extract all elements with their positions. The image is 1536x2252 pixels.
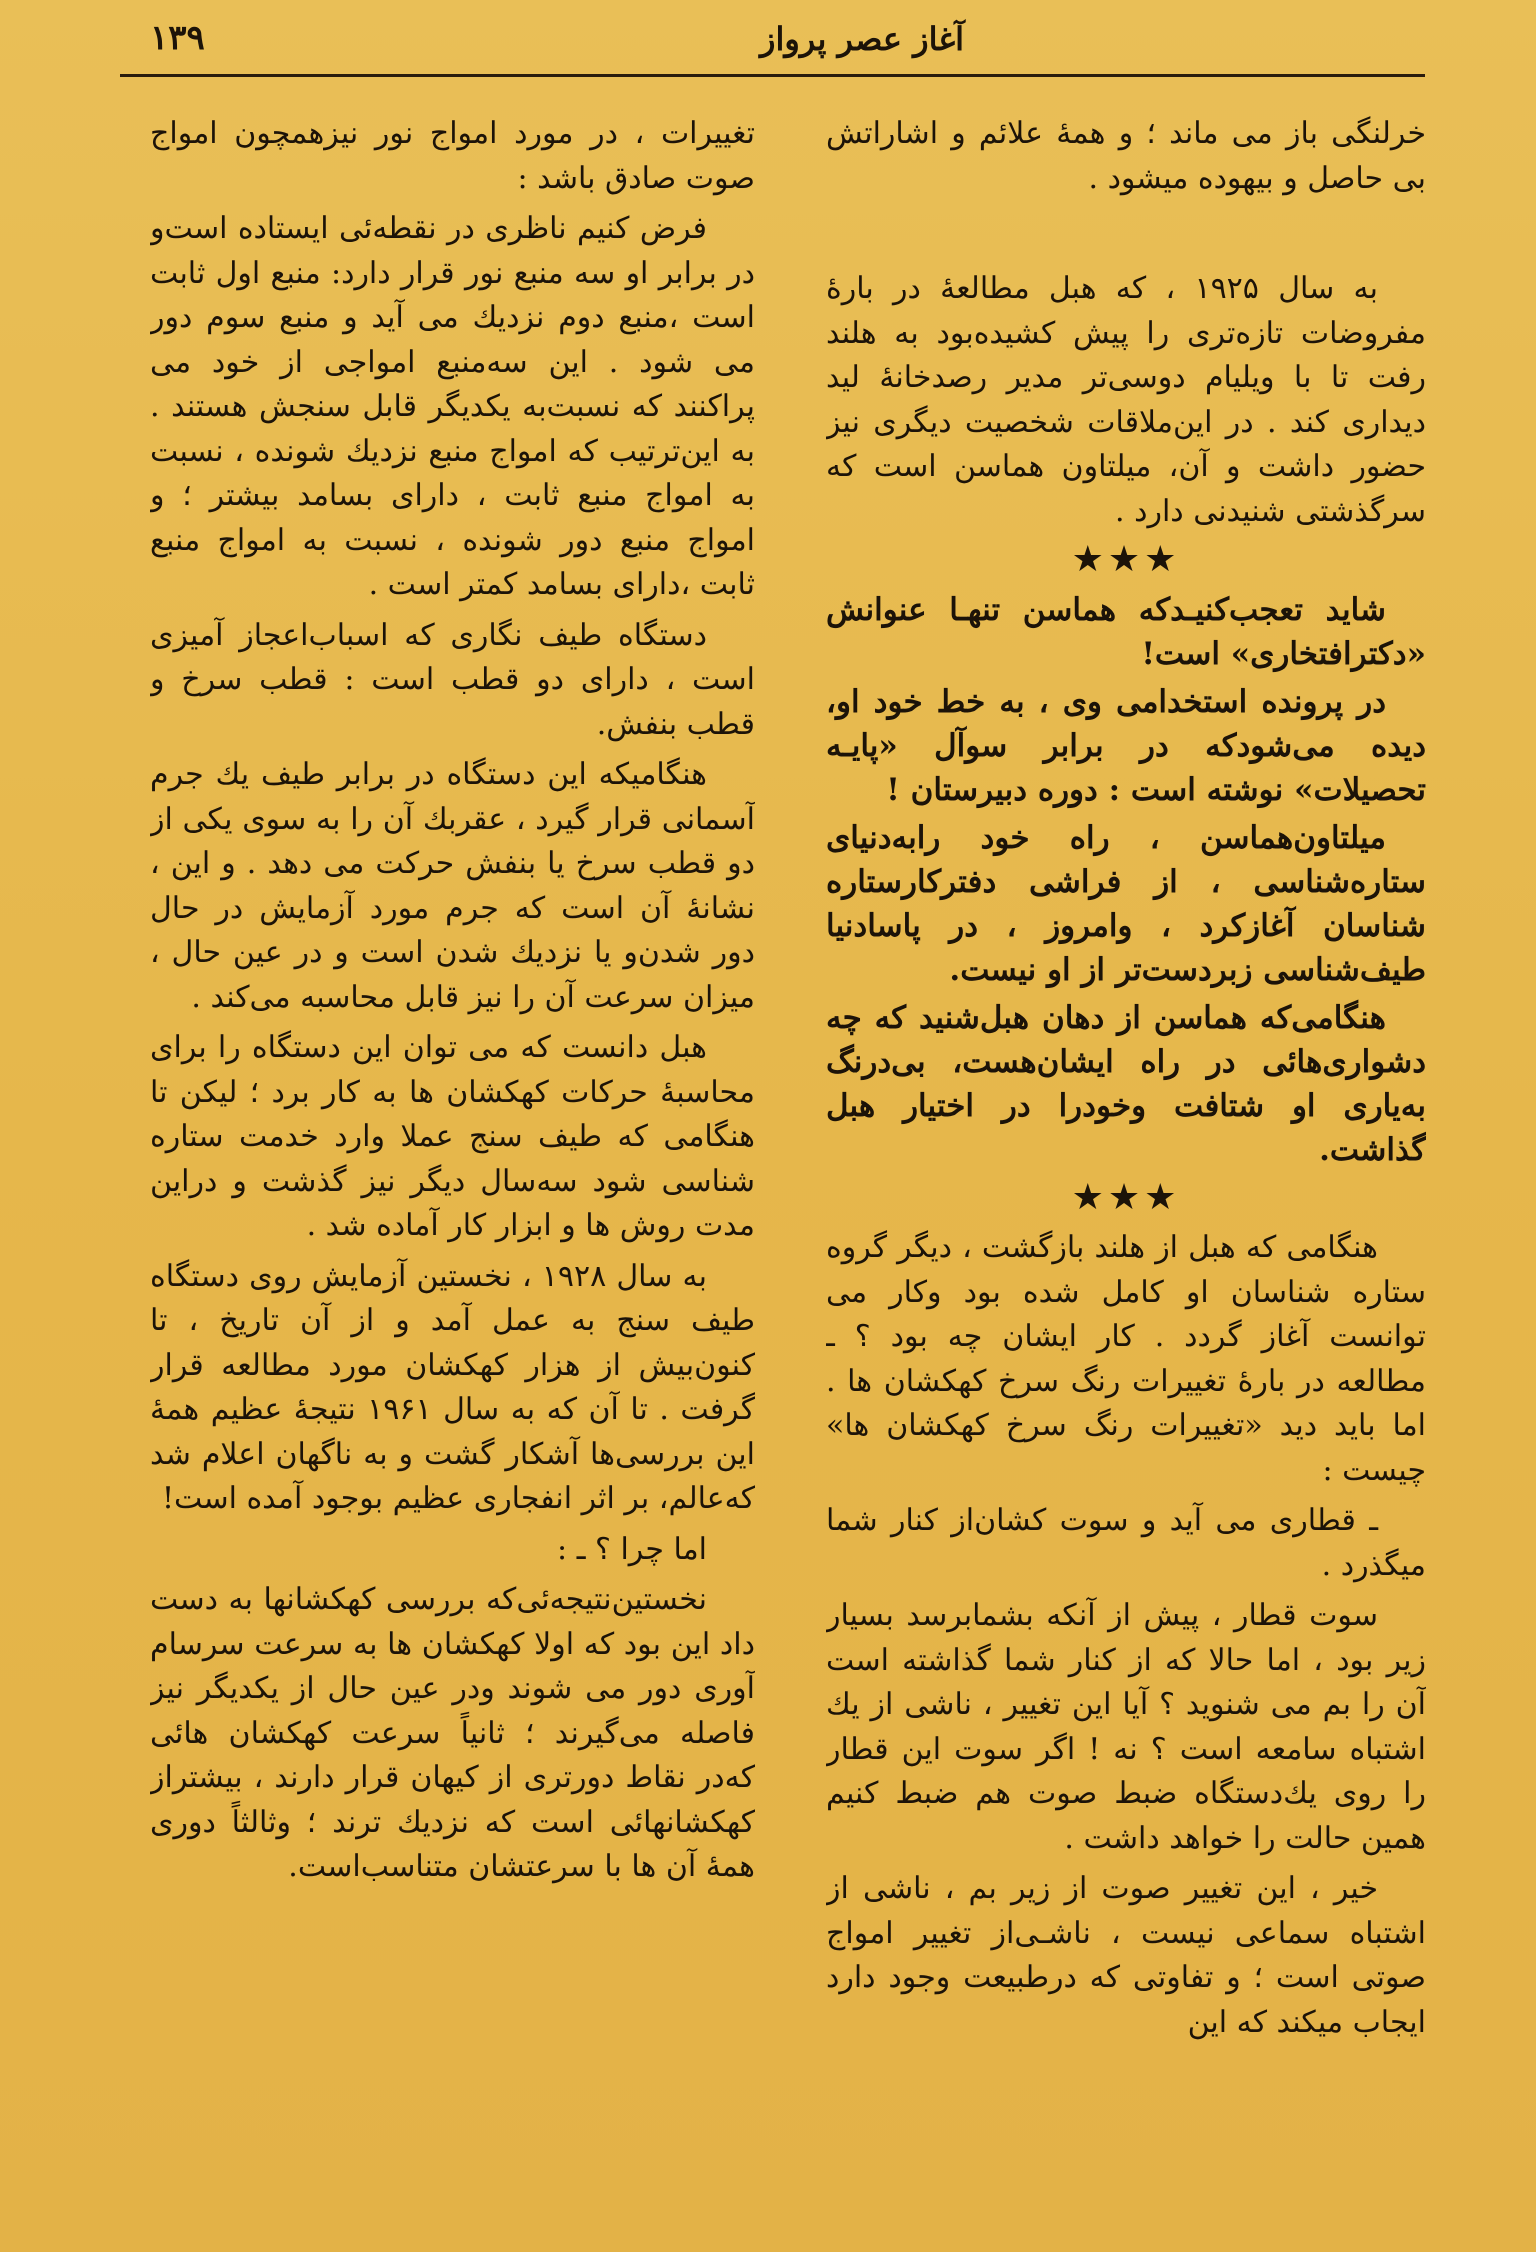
- paragraph: سوت قطار ، پیش از آنکه بشمابرسد بسیار زیر بود ، اما حالا که از کنار شما گذاشته است آن را بم می شنوید ؟ آیا این تغییر ، ناشی از یك اشتباه سامعه است ؟ نه ! اگر سوت این قطار را روی یك‌دستگاه ضبط صوت هم ضبط کنیم همین حالت را خواهد داشت .: [826, 1598, 1426, 1856]
- running-title: آغاز عصر پرواز: [760, 20, 964, 58]
- paragraph: خرلنگی باز می ماند ؛ و همهٔ علائم و اشاراتش بی حاصل و بیهوده میشود .: [826, 116, 1426, 196]
- header-rule: [120, 74, 1425, 77]
- paragraph-gap: [826, 207, 1426, 267]
- sidebar-box: [826, 588, 1426, 1172]
- star-divider: ★★★: [1071, 539, 1181, 580]
- paragraph: هنگامیکه این دستگاه در برابر طیف یك جرم آسمانی قرار گیرد ، عقربك آن را به سوی یکی از دو قطب سرخ یا بنفش حرکت می دهد . و این ، نشانهٔ آن است که جرم مورد آزمایش در حال دور شدن‌و یا نزدیك شدن است و در عین حال ، میزان سرعت آن را نیز قابل محاسبه می‌کند .: [150, 757, 755, 1015]
- paragraph: خیر ، این تغییر صوت از زیر بم ، ناشی از اشتباه سماعی نیست ، ناشـی‌از تغییر امواج صوتی است ؛ و تفاوتی که درطبیعت وجود دارد ایجاب میکند که این: [826, 1871, 1426, 2040]
- star-divider: ★★★: [1071, 1177, 1181, 1218]
- sidebar-paragraph: هنگامی‌که هماسن از دهان هبل‌شنید که چه دشواری‌هائی در راه ایشان‌هست، بی‌درنگ به‌یاری او شتافت وخودرا در اختیار هبل گذاشت.: [826, 1000, 1426, 1168]
- right-column: [826, 112, 1426, 2192]
- left-column: [150, 112, 755, 2192]
- paragraph: هنگامی که هبل از هلند بازگشت ، دیگر گروه ستاره شناسان او کامل شده بود وکار می توانست آغاز گردد . کار ایشان چه بود ؟ ـ مطالعه در بارهٔ تغییرات رنگ سرخ کهکشان ها . اما باید دید «تغییرات رنگ سرخ کهکشان ها» چیست :: [826, 1230, 1426, 1488]
- page-number: ۱۳۹: [150, 18, 205, 58]
- paragraph: به سال ۱۹۲۸ ، نخستین آزمایش روی دستگاه طیف سنج به عمل آمد و از آن تاریخ ، تا کنون‌بیش از هزار کهکشان مورد مطالعه قرار گرفت . تا آن که به سال ۱۹۶۱ نتیجهٔ عظیم همهٔ این بررسی‌ها آشکار گشت و به ناگهان اعلام شد که‌عالم، بر اثر انفجاری عظیم بوجود آمده است!: [150, 1258, 755, 1516]
- paragraph: نخستین‌نتیجه‌ئی‌که بررسی کهکشانها به دست داد این بود که اولا کهکشان ها به سرعت سرسام آوری دور می شوند ودر عین حال از یکدیگر نیز فاصله می‌گیرند ؛ ثانیاً سرعت کهکشان هائی که‌در نقاط دورتری از کیهان قرار دارند ، بیشتراز کهکشانهائی است که نزدیك ترند ؛ وثالثاً دوری همهٔ آن ها با سرعتشان متناسب‌است.: [150, 1582, 755, 1884]
- paragraph: فرض کنیم ناظری در نقطه‌ئی ایستاده است‌و در برابر او سه منبع نور قرار دارد: منبع اول ثابت است ،منبع دوم نزدیك می آید و منبع سوم دور می شود . این سه‌منبع امواجی از خود می پراکنند که نسبت‌به یکدیگر قابل سنجش هستند . به این‌ترتیب که امواج منبع نزدیك شونده ، نسبت به امواج منبع ثابت ، دارای بسامد بیشتر ؛ و امواج منبع دور شونده ، نسبت به امواج منبع ثابت ،دارای بسامد کمتر است .: [150, 211, 755, 602]
- sidebar-paragraph: شاید تعجب‌کنیـدکه هماسن تنهـا عنوانش «دکترافتخاری» است!: [826, 592, 1426, 672]
- paragraph: اما چرا ؟ ـ :: [557, 1531, 707, 1567]
- sidebar-paragraph: در پرونده استخدامی وی ، به خط خود او، دیده می‌شودکه در برابر سوآل «پایـه تحصیلات» نوشته است : دوره دبیرستان !: [826, 684, 1426, 808]
- sidebar-paragraph: میلتاون‌هماسن ، راه خود رابه‌دنیای ستاره‌شناسی ، از فراشی دفترکارستاره شناسان آغازکرد ، وامروز ، در پاسادنیا طیف‌شناسی زبردست‌تر از او نیست.: [826, 820, 1426, 988]
- paragraph: دستگاه طیف نگاری که اسباب‌اعجاز آمیزی است ، دارای دو قطب است : قطب سرخ و قطب بنفش.: [150, 617, 755, 742]
- paragraph: تغییرات ، در مورد امواج نور نیزهمچون امواج صوت صادق باشد :: [150, 116, 755, 196]
- paragraph: هبل دانست که می توان این دستگاه را برای محاسبهٔ حرکات کهکشان ها به کار برد ؛ لیکن تا هنگامی که طیف سنج عملا وارد خدمت ستاره شناسی شود سه‌سال دیگر نیز گذشت و دراین مدت روش ها و ابزار کار آماده شد .: [150, 1030, 755, 1243]
- paragraph: ـ قطاری می آید و سوت کشان‌از کنار شما میگذرد .: [826, 1503, 1426, 1583]
- paragraph: به سال ۱۹۲۵ ، که هبل مطالعهٔ در بارهٔ مفروضات تازه‌تری را پیش کشیده‌بود به هلند رفت تا با ویلیام دوسی‌تر مدیر رصدخانهٔ لید دیداری کند . در این‌ملاقات شخصیت دیگری نیز حضور داشت و آن، میلتاون هماسن است که سرگذشتی شنیدنی دارد .: [826, 271, 1426, 529]
- page-header: [0, 0, 1536, 70]
